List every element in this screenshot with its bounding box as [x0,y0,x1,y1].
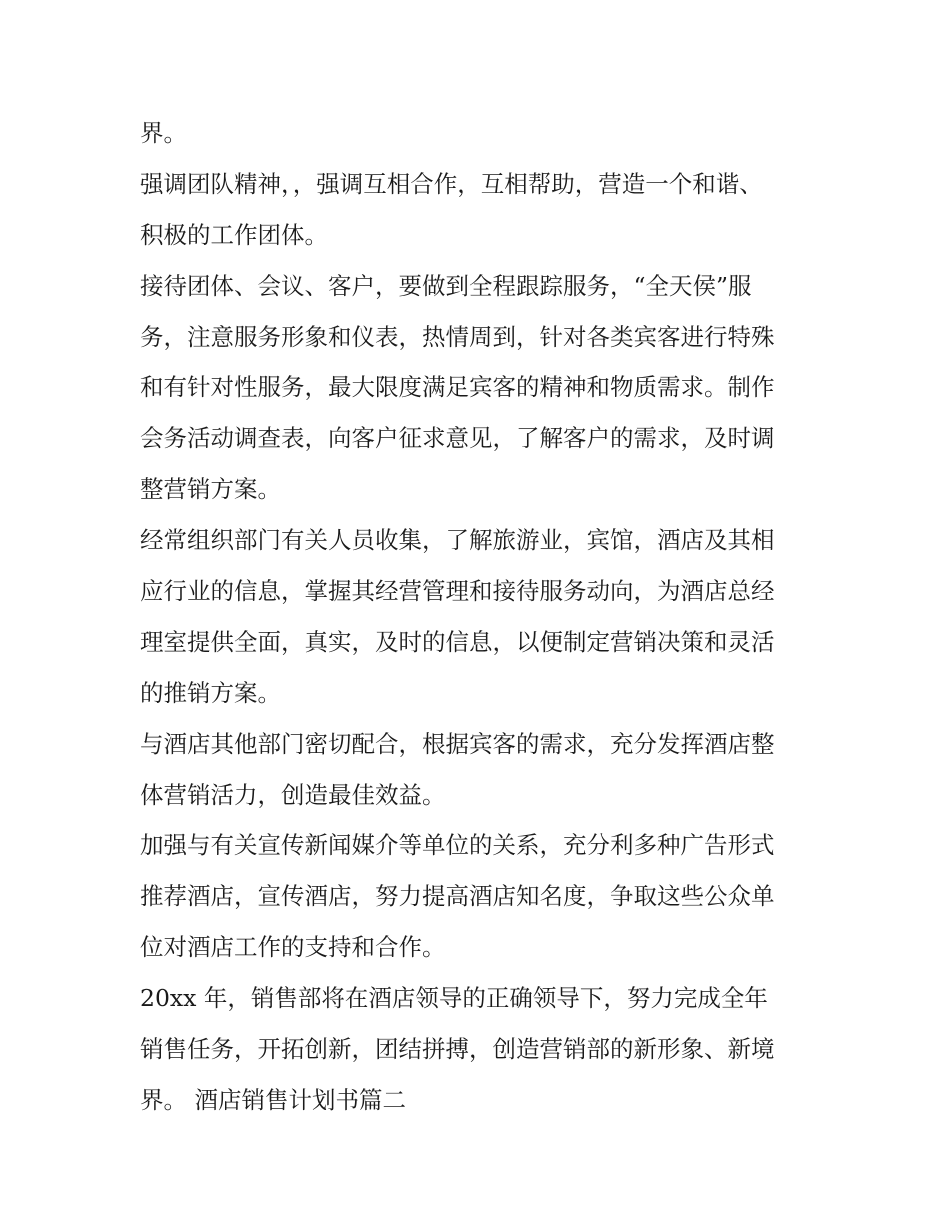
text-line: 整营销方案。 [140,475,281,504]
text-line: 理室提供全面，真实，及时的信息，以便制定营销决策和灵活 [140,627,775,656]
document-body [140,108,820,1126]
text-line: 界。 [140,119,187,147]
text-line: 会务活动调查表，向客户征求意见，了解客户的需求，及时调 [140,424,775,453]
text-line: 销售任务，开拓创新，团结拼搏，创造营销部的新形象、新境 [140,1035,775,1064]
text-line: 强调团队精神，，强调互相合作，互相帮助，营造一个和谐、 [140,169,763,198]
text-line: 接待团体、会议、客户，要做到全程跟踪服务，“全天侯”服 [140,271,752,300]
text-line: 加强与有关宣传新闻媒介等单位的关系，充分利多种广告形式 [140,831,775,860]
text-line: 与酒店其他部门密切配合，根据宾客的需求，充分发挥酒店整 [140,729,775,758]
text-line: 务，注意服务形象和仪表，热情周到，针对各类宾客进行特殊 [140,322,775,351]
text-line: 推荐酒店，宣传酒店，努力提高酒店知名度，争取这些公众单 [140,882,775,911]
text-line: 的推销方案。 [140,678,281,707]
text-line: 位对酒店工作的支持和合作。 [140,933,446,962]
text-line: 积极的工作团体。 [140,220,328,249]
text-line: 应行业的信息，掌握其经营管理和接待服务动向，为酒店总经 [140,577,775,606]
text-line: 20xx 年，销售部将在酒店领导的正确领导下，努力完成全年 [140,984,768,1013]
text-line: 界。 酒店销售计划书篇二 [140,1085,406,1114]
text-line: 经常组织部门有关人员收集，了解旅游业，宾馆，酒店及其相 [140,526,775,555]
text-line: 和有针对性服务，最大限度满足宾客的精神和物质需求。制作 [140,373,775,402]
text-line: 体营销活力，创造最佳效益。 [140,780,446,809]
